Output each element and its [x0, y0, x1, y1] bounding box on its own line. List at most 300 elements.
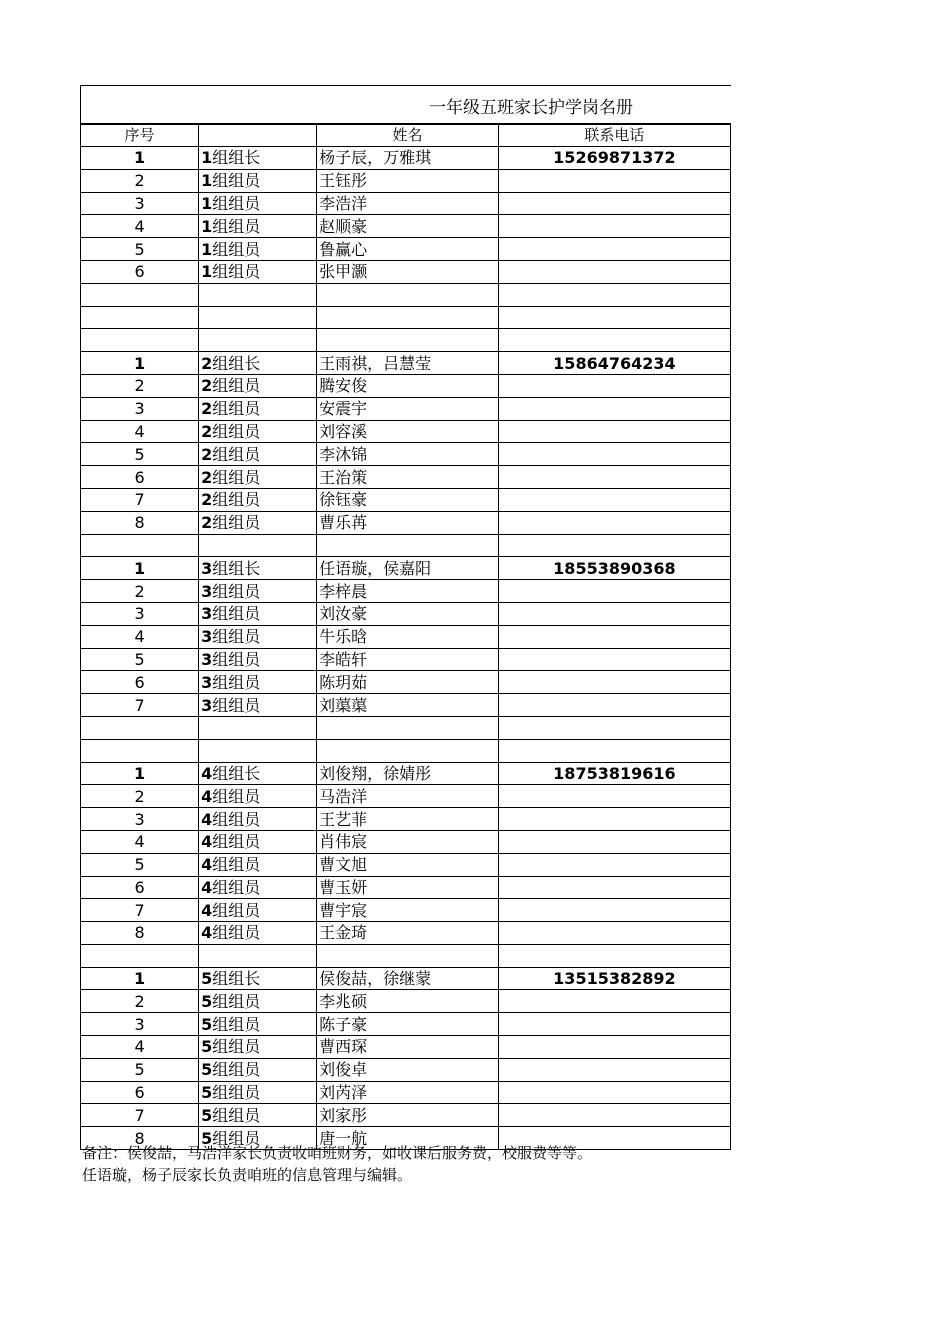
member-row [81, 1104, 731, 1127]
seq-cell: 3 [81, 1013, 199, 1036]
group-number: 4 [201, 786, 213, 806]
phone-cell [498, 944, 730, 967]
role-cell [199, 306, 317, 329]
seq-cell: 8 [81, 1127, 199, 1150]
note-line-info: 任语璇，杨子辰家长负责咱班的信息管理与编辑。 [82, 1166, 413, 1184]
group-number: 2 [201, 513, 213, 533]
role-cell [199, 147, 317, 170]
role-label: 组组长 [212, 353, 261, 373]
member-row [81, 238, 731, 261]
phone-cell [498, 215, 730, 238]
seq-cell: 1 [81, 762, 199, 785]
seq-cell: 2 [81, 785, 199, 808]
role-label: 组组员 [212, 991, 261, 1011]
member-row [81, 808, 731, 831]
group-number: 2 [201, 376, 213, 396]
phone-cell [498, 466, 730, 489]
group-number: 4 [201, 763, 213, 783]
group-number: 1 [201, 239, 213, 259]
phone-cell [498, 1013, 730, 1036]
group-number: 5 [201, 969, 213, 989]
role-label: 组组员 [212, 695, 261, 715]
role-label: 组组员 [212, 809, 261, 829]
phone-cell: 15864764234 [498, 352, 730, 375]
member-row [81, 876, 731, 899]
seq-cell: 6 [81, 1081, 199, 1104]
member-row [81, 830, 731, 853]
role-cell [199, 625, 317, 648]
phone-cell [498, 420, 730, 443]
member-row [81, 990, 731, 1013]
name-cell: 王艺菲 [317, 808, 499, 831]
name-cell [317, 739, 499, 762]
group-number: 3 [201, 649, 213, 669]
header-phone: 联系电话 [498, 125, 730, 147]
role-label: 组组员 [212, 672, 261, 692]
member-row [81, 922, 731, 945]
member-row [81, 853, 731, 876]
role-label: 组组员 [212, 421, 261, 441]
group-number: 3 [201, 581, 213, 601]
phone-cell [498, 192, 730, 215]
role-label: 组组员 [212, 1014, 261, 1034]
name-cell: 鲁赢心 [317, 238, 499, 261]
role-label: 组组员 [212, 855, 261, 875]
leader-row [81, 147, 731, 170]
name-cell: 肖伟宸 [317, 830, 499, 853]
name-cell: 刘蕖蕖 [317, 694, 499, 717]
role-label: 组组员 [212, 239, 261, 259]
phone-cell: 13515382892 [498, 967, 730, 990]
name-cell: 曹宇宸 [317, 899, 499, 922]
role-cell [199, 169, 317, 192]
member-row [81, 374, 731, 397]
group-number: 5 [201, 1105, 213, 1125]
member-row [81, 785, 731, 808]
phone-cell [498, 283, 730, 306]
seq-cell: 2 [81, 990, 199, 1013]
name-cell: 李浩洋 [317, 192, 499, 215]
phone-cell [498, 260, 730, 283]
role-cell [199, 466, 317, 489]
role-cell [199, 876, 317, 899]
member-row [81, 215, 731, 238]
phone-cell [498, 374, 730, 397]
group-number: 2 [201, 444, 213, 464]
phone-cell [498, 808, 730, 831]
role-cell [199, 762, 317, 785]
role-cell [199, 853, 317, 876]
role-label: 组组员 [212, 444, 261, 464]
member-row [81, 625, 731, 648]
leader-row [81, 967, 731, 990]
role-cell [199, 1058, 317, 1081]
role-cell [199, 374, 317, 397]
name-cell [317, 306, 499, 329]
name-cell: 陈玥茹 [317, 671, 499, 694]
role-cell [199, 397, 317, 420]
seq-cell [81, 944, 199, 967]
phone-cell [498, 739, 730, 762]
role-cell [199, 967, 317, 990]
group-number: 3 [201, 604, 213, 624]
phone-cell [498, 1058, 730, 1081]
phone-cell [498, 1036, 730, 1059]
seq-cell [81, 716, 199, 739]
member-row [81, 397, 731, 420]
role-cell [199, 648, 317, 671]
phone-cell [498, 1081, 730, 1104]
header-name: 姓名 [317, 125, 499, 147]
role-label: 组组员 [212, 627, 261, 647]
group-number: 4 [201, 923, 213, 943]
seq-cell: 1 [81, 147, 199, 170]
blank-row [81, 283, 731, 306]
leader-row [81, 352, 731, 375]
role-label: 组组员 [212, 467, 261, 487]
group-number: 2 [201, 353, 213, 373]
member-row [81, 1013, 731, 1036]
role-cell [199, 990, 317, 1013]
name-cell: 曹西琛 [317, 1036, 499, 1059]
role-cell [199, 420, 317, 443]
seq-cell: 7 [81, 694, 199, 717]
seq-cell: 5 [81, 238, 199, 261]
group-number: 1 [201, 262, 213, 282]
seq-cell: 2 [81, 374, 199, 397]
seq-cell: 5 [81, 443, 199, 466]
name-cell: 王雨祺，吕慧莹 [317, 352, 499, 375]
role-label: 组组员 [212, 193, 261, 213]
group-number: 3 [201, 558, 213, 578]
name-cell [317, 944, 499, 967]
seq-cell: 4 [81, 1036, 199, 1059]
name-cell [317, 329, 499, 352]
role-label: 组组员 [212, 923, 261, 943]
member-row [81, 899, 731, 922]
role-label: 组组员 [212, 832, 261, 852]
name-cell: 王钰彤 [317, 169, 499, 192]
group-number: 5 [201, 991, 213, 1011]
name-cell: 腾安俊 [317, 374, 499, 397]
blank-row [81, 534, 731, 557]
role-cell [199, 238, 317, 261]
seq-cell: 4 [81, 215, 199, 238]
phone-cell [498, 511, 730, 534]
role-label: 组组长 [212, 969, 261, 989]
role-label: 组组员 [212, 376, 261, 396]
seq-cell: 6 [81, 876, 199, 899]
role-label: 组组员 [212, 171, 261, 191]
seq-cell: 6 [81, 671, 199, 694]
seq-cell: 3 [81, 808, 199, 831]
group-number: 2 [201, 421, 213, 441]
name-cell: 李兆硕 [317, 990, 499, 1013]
header-role [199, 125, 317, 147]
member-row [81, 511, 731, 534]
seq-cell: 7 [81, 488, 199, 511]
group-number: 5 [201, 1060, 213, 1080]
role-cell [199, 1104, 317, 1127]
name-cell: 唐一航 [317, 1127, 499, 1150]
seq-cell: 4 [81, 830, 199, 853]
name-cell: 曹文旭 [317, 853, 499, 876]
seq-cell: 5 [81, 1058, 199, 1081]
phone-cell [498, 694, 730, 717]
name-cell: 李皓轩 [317, 648, 499, 671]
name-cell: 马浩洋 [317, 785, 499, 808]
role-cell [199, 716, 317, 739]
member-row [81, 1081, 731, 1104]
group-number: 3 [201, 627, 213, 647]
role-label: 组组长 [212, 558, 261, 578]
member-row [81, 466, 731, 489]
role-cell [199, 1013, 317, 1036]
name-cell: 任语璇，侯嘉阳 [317, 557, 499, 580]
name-cell: 刘俊翔，徐婧彤 [317, 762, 499, 785]
seq-cell: 6 [81, 466, 199, 489]
name-cell: 刘俊卓 [317, 1058, 499, 1081]
phone-cell [498, 853, 730, 876]
group-number: 5 [201, 1037, 213, 1057]
phone-cell [498, 648, 730, 671]
group-number: 1 [201, 216, 213, 236]
seq-cell: 5 [81, 853, 199, 876]
role-cell [199, 215, 317, 238]
role-cell [199, 557, 317, 580]
roster-table [80, 124, 731, 1150]
group-number: 5 [201, 1083, 213, 1103]
name-cell: 徐钰豪 [317, 488, 499, 511]
member-row [81, 1036, 731, 1059]
role-label: 组组员 [212, 604, 261, 624]
group-number: 1 [201, 193, 213, 213]
group-number: 4 [201, 809, 213, 829]
seq-cell: 7 [81, 1104, 199, 1127]
phone-cell [498, 716, 730, 739]
role-cell [199, 283, 317, 306]
phone-cell [498, 1104, 730, 1127]
phone-cell [498, 671, 730, 694]
phone-cell [498, 990, 730, 1013]
role-label: 组组员 [212, 1060, 261, 1080]
role-label: 组组员 [212, 649, 261, 669]
group-number: 2 [201, 399, 213, 419]
member-row [81, 420, 731, 443]
role-cell [199, 899, 317, 922]
member-row [81, 443, 731, 466]
phone-cell: 18553890368 [498, 557, 730, 580]
role-label: 组组员 [212, 262, 261, 282]
name-cell: 李梓晨 [317, 580, 499, 603]
role-cell [199, 534, 317, 557]
seq-cell: 1 [81, 352, 199, 375]
member-row [81, 580, 731, 603]
seq-cell: 7 [81, 899, 199, 922]
seq-cell: 3 [81, 602, 199, 625]
group-number: 4 [201, 877, 213, 897]
group-number: 4 [201, 900, 213, 920]
group-number: 1 [201, 148, 213, 168]
member-row [81, 192, 731, 215]
role-cell [199, 488, 317, 511]
role-cell [199, 694, 317, 717]
role-cell [199, 808, 317, 831]
member-row [81, 671, 731, 694]
seq-cell: 4 [81, 420, 199, 443]
role-label: 组组员 [212, 490, 261, 510]
phone-cell [498, 830, 730, 853]
seq-cell: 4 [81, 625, 199, 648]
phone-cell [498, 397, 730, 420]
phone-cell: 15269871372 [498, 147, 730, 170]
name-cell: 刘汝豪 [317, 602, 499, 625]
blank-row [81, 306, 731, 329]
seq-cell: 5 [81, 648, 199, 671]
role-label: 组组员 [212, 1037, 261, 1057]
member-row [81, 169, 731, 192]
blank-row [81, 329, 731, 352]
role-label: 组组员 [212, 513, 261, 533]
seq-cell: 3 [81, 397, 199, 420]
seq-cell [81, 329, 199, 352]
group-number: 4 [201, 832, 213, 852]
phone-cell [498, 625, 730, 648]
role-cell [199, 944, 317, 967]
name-cell: 赵顺豪 [317, 215, 499, 238]
role-cell [199, 511, 317, 534]
name-cell: 陈子豪 [317, 1013, 499, 1036]
name-cell: 刘容溪 [317, 420, 499, 443]
role-cell [199, 1036, 317, 1059]
role-cell [199, 352, 317, 375]
phone-cell [498, 329, 730, 352]
seq-cell: 2 [81, 580, 199, 603]
role-cell [199, 580, 317, 603]
member-row [81, 602, 731, 625]
phone-cell [498, 488, 730, 511]
page-title: 一年级五班家长护学岗名册 [429, 98, 633, 118]
name-cell: 曹玉妍 [317, 876, 499, 899]
header-row [81, 125, 731, 147]
name-cell: 张甲灏 [317, 260, 499, 283]
role-label: 组组员 [212, 581, 261, 601]
group-number: 2 [201, 467, 213, 487]
title-row [80, 85, 731, 124]
seq-cell [81, 534, 199, 557]
role-cell [199, 785, 317, 808]
member-row [81, 648, 731, 671]
role-label: 组组员 [212, 1083, 261, 1103]
group-number: 2 [201, 490, 213, 510]
role-label: 组组员 [212, 216, 261, 236]
group-number: 4 [201, 855, 213, 875]
member-row [81, 260, 731, 283]
name-cell: 王治策 [317, 466, 499, 489]
phone-cell [498, 169, 730, 192]
seq-cell: 3 [81, 192, 199, 215]
phone-cell: 18753819616 [498, 762, 730, 785]
member-row [81, 488, 731, 511]
roster-sheet [80, 85, 731, 1150]
phone-cell [498, 443, 730, 466]
note-line-finance: 备注：侯俊喆，马浩洋家长负责收咱班财务，如收课后服务费，校服费等等。 [82, 1144, 593, 1162]
seq-cell: 1 [81, 557, 199, 580]
phone-cell [498, 238, 730, 261]
seq-cell [81, 739, 199, 762]
phone-cell [498, 899, 730, 922]
role-label: 组组长 [212, 148, 261, 168]
header-seq: 序号 [81, 125, 199, 147]
seq-cell: 2 [81, 169, 199, 192]
phone-cell [498, 534, 730, 557]
name-cell: 刘芮泽 [317, 1081, 499, 1104]
blank-row [81, 944, 731, 967]
seq-cell [81, 283, 199, 306]
name-cell: 安震宇 [317, 397, 499, 420]
role-label: 组组员 [212, 399, 261, 419]
role-cell [199, 1081, 317, 1104]
phone-cell [498, 876, 730, 899]
seq-cell [81, 306, 199, 329]
name-cell [317, 716, 499, 739]
name-cell: 牛乐晗 [317, 625, 499, 648]
blank-row [81, 716, 731, 739]
name-cell: 王金琦 [317, 922, 499, 945]
leader-row [81, 557, 731, 580]
role-cell [199, 830, 317, 853]
phone-cell [498, 785, 730, 808]
role-label: 组组员 [212, 1105, 261, 1125]
name-cell: 李沐锦 [317, 443, 499, 466]
role-cell [199, 602, 317, 625]
group-number: 5 [201, 1128, 213, 1148]
role-label: 组组长 [212, 763, 261, 783]
group-number: 1 [201, 171, 213, 191]
phone-cell [498, 306, 730, 329]
role-label: 组组员 [212, 877, 261, 897]
role-cell [199, 260, 317, 283]
role-cell [199, 443, 317, 466]
group-number: 5 [201, 1014, 213, 1034]
role-cell [199, 192, 317, 215]
seq-cell: 8 [81, 511, 199, 534]
name-cell [317, 534, 499, 557]
group-number: 3 [201, 672, 213, 692]
seq-cell: 1 [81, 967, 199, 990]
blank-row [81, 739, 731, 762]
name-cell: 杨子辰，万雅琪 [317, 147, 499, 170]
notes [82, 1142, 592, 1186]
name-cell: 曹乐苒 [317, 511, 499, 534]
member-row [81, 1058, 731, 1081]
role-label: 组组员 [212, 1128, 261, 1148]
leader-row [81, 762, 731, 785]
role-cell [199, 922, 317, 945]
seq-cell: 6 [81, 260, 199, 283]
member-row [81, 694, 731, 717]
phone-cell [498, 602, 730, 625]
name-cell [317, 283, 499, 306]
role-cell [199, 329, 317, 352]
role-cell [199, 739, 317, 762]
group-number: 3 [201, 695, 213, 715]
role-label: 组组员 [212, 786, 261, 806]
name-cell: 刘家彤 [317, 1104, 499, 1127]
seq-cell: 8 [81, 922, 199, 945]
phone-cell [498, 922, 730, 945]
phone-cell [498, 580, 730, 603]
